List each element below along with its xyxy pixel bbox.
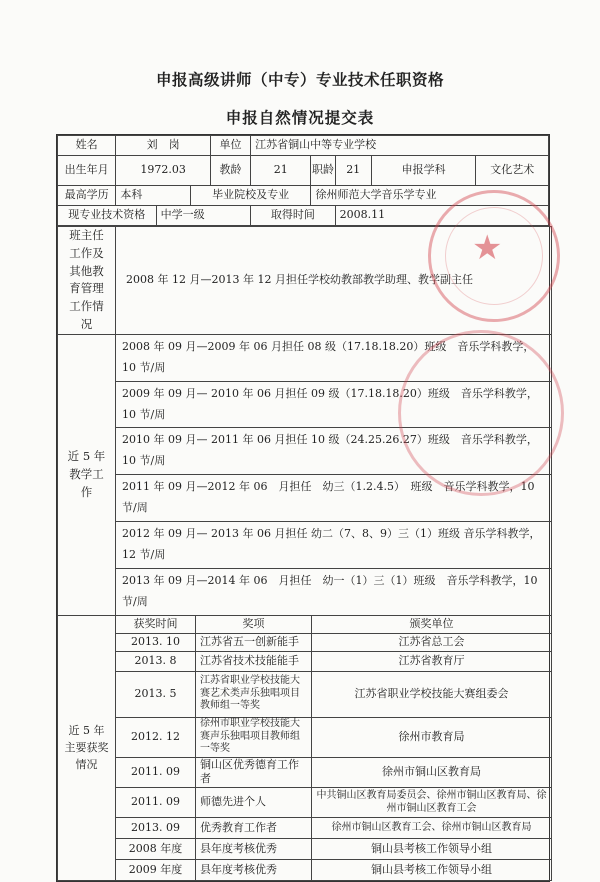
qual-value: 中学一级 — [156, 206, 251, 226]
detail-table — [57, 226, 552, 881]
award-org: 铜山县考核工作领导小组 — [312, 839, 552, 860]
work-row: 2009 年 09 月— 2010 年 06 月担任 09 级（17.18.18.20）班级 音乐学科教学，10 节/周 — [116, 381, 552, 428]
name-label: 姓名 — [58, 136, 116, 156]
award-item: 铜山区优秀德育工作者 — [196, 757, 312, 788]
teach-age-value: 21 — [251, 156, 311, 186]
award-time: 2011. 09 — [116, 757, 196, 788]
seal-star-icon: ★ — [472, 228, 503, 268]
qual-time-label: 取得时间 — [251, 206, 335, 226]
birth-value: 1972.03 — [116, 156, 211, 186]
award-org: 中共铜山区教育局委员会、徐州市铜山区教育局、徐州市铜山区教育工会 — [312, 788, 552, 818]
award-time: 2009 年度 — [116, 860, 196, 881]
award-item: 师德先进个人 — [196, 788, 312, 818]
award-org: 江苏省总工会 — [312, 633, 552, 651]
unit-value: 江苏省铜山中等专业学校 — [251, 136, 549, 156]
award-time: 2011. 09 — [116, 788, 196, 818]
award-item: 江苏省职业学校技能大赛艺术类声乐独唱项目教师组一等奖 — [196, 671, 312, 717]
award-org: 江苏省职业学校技能大赛组委会 — [312, 671, 552, 717]
award-org: 徐州市铜山区教育局 — [312, 757, 552, 788]
job-age-label: 职龄 — [311, 156, 335, 186]
award-item: 县年度考核优秀 — [196, 860, 312, 881]
school-value: 徐州师范大学音乐学专业 — [311, 186, 549, 206]
work-label: 近 5 年教学工作 — [58, 334, 116, 615]
mgmt-label: 班主任工作及其他教育管理工作情况 — [58, 227, 116, 335]
work-row: 2011 年 09 月—2012 年 06 月担任 幼三（1.2.4.5） 班级 音乐学科教学，10 节/周 — [116, 475, 552, 522]
work-row: 2012 年 09 月— 2013 年 06 月担任 幼二（7、8、9）三（1）班级 音乐学科教学， 12 节/周 — [116, 522, 552, 569]
award-head-item: 奖项 — [196, 615, 312, 633]
page-subtitle: 申报自然情况提交表 — [225, 109, 375, 127]
birth-label: 出生年月 — [58, 156, 116, 186]
award-time: 2013. 8 — [116, 651, 196, 671]
award-org: 铜山县考核工作领导小组 — [312, 860, 552, 881]
award-item: 优秀教育工作者 — [196, 818, 312, 839]
award-org: 江苏省教育厅 — [312, 651, 552, 671]
award-item: 徐州市职业学校技能大赛声乐独唱项目教师组一等奖 — [196, 717, 312, 757]
award-head-time: 获奖时间 — [116, 615, 196, 633]
application-form — [56, 134, 550, 882]
name-value: 刘 岗 — [116, 136, 211, 156]
award-time: 2008 年度 — [116, 839, 196, 860]
award-item: 县年度考核优秀 — [196, 839, 312, 860]
award-org: 徐州市铜山区教育工会、徐州市铜山区教育局 — [312, 818, 552, 839]
awards-label: 近 5 年主要获奖情况 — [58, 615, 116, 881]
award-org: 徐州市教育局 — [312, 717, 552, 757]
work-row: 2008 年 09 月—2009 年 06 月担任 08 级（17.18.18.20）班级 音乐学科教学，10 节/周 — [116, 334, 552, 381]
work-row: 2010 年 09 月— 2011 年 06 月担任 10 级（24.25.26.27）班级 音乐学科教学，10 节/周 — [116, 428, 552, 475]
edu-value: 本科 — [116, 186, 190, 206]
edu-label: 最高学历 — [58, 186, 116, 206]
award-head-org: 颁奖单位 — [312, 615, 552, 633]
unit-label: 单位 — [210, 136, 250, 156]
award-item: 江苏省五一创新能手 — [196, 633, 312, 651]
job-age-value: 21 — [335, 156, 371, 186]
award-time: 2013. 10 — [116, 633, 196, 651]
qual-label: 现专业技术资格 — [58, 206, 157, 226]
subject-value: 文化艺术 — [476, 156, 549, 186]
info-table — [57, 135, 549, 226]
work-row: 2013 年 09 月—2014 年 06 月担任 幼一（1）三（1）班级 音乐学科教学，10 节/周 — [116, 568, 552, 615]
award-time: 2013. 09 — [116, 818, 196, 839]
award-time: 2012. 12 — [116, 717, 196, 757]
award-item: 江苏省技术技能能手 — [196, 651, 312, 671]
teach-age-label: 教龄 — [210, 156, 250, 186]
subject-label: 申报学科 — [371, 156, 476, 186]
award-time: 2013. 5 — [116, 671, 196, 717]
qual-time-value: 2008.11 — [335, 206, 548, 226]
page-title: 申报高级讲师（中专）专业技术任职资格 — [155, 71, 444, 89]
mgmt-text: 2008 年 12 月—2013 年 12 月担任学校幼教部教学助理、教学副主任 — [116, 227, 552, 335]
school-label: 毕业院校及专业 — [190, 186, 311, 206]
